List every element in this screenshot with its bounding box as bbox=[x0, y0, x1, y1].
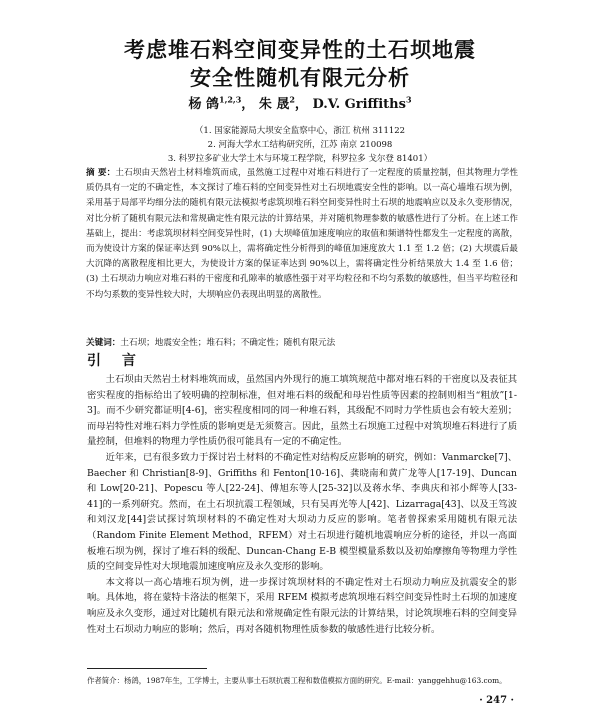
introduction-body bbox=[87, 372, 517, 637]
author-2-affiliation: 2 bbox=[289, 94, 295, 105]
abstract bbox=[86, 166, 518, 303]
abstract-label: 摘 要： bbox=[86, 168, 116, 178]
keywords-label: 关键词： bbox=[86, 338, 121, 348]
author-3-affiliation: 3 bbox=[405, 94, 412, 105]
body-paragraph-2: 近年来，已有很多致力于探讨岩土材料的不确定性对结构反应影响的研究，例如：Vanmarcke[7]、Baecher 和 Christian[8-9]、Griffiths 和 Fenton[10-16]、龚晓南和黄广龙等人[17-19]、Duncan 和 Low[20-21]、Popescu 等人[22-24]、傅旭东等人[25-32]以及蒋水华、李典庆和祁小辉等人[33-41]的一系列研究。然而，在土石坝抗震工程领域，只有吴再光等人[42]、Lizarraga[43]、以及王笃波和刘汉龙[44]尝试探讨筑坝材料的不确定性对大坝动力反应的影响。笔者曾探索采用随机有限元法（Random Finite Element Method，RFEM）对土石坝进行随机地震响应分析的途径，并以一高面板堆石坝为例，探讨了堆石料的级配、Duncan-Chang E-B 模型模量系数以及初始摩擦角等物理力学性质的空间变异性对大坝地震加速度响应及永久变形的影响。 bbox=[87, 451, 517, 573]
keywords bbox=[86, 336, 518, 348]
author-2: 朱 晟 bbox=[258, 97, 290, 112]
author-1-affiliation: 1,2,3 bbox=[219, 94, 242, 105]
affiliation-1: （1. 国家能源局大坝安全监察中心，浙江 杭州 311122 bbox=[194, 126, 406, 136]
footnote-rule bbox=[87, 668, 207, 669]
affiliation-3: 3. 科罗拉多矿业大学土木与环境工程学院，科罗拉多 戈尔登 81401） bbox=[167, 154, 433, 164]
page-number: · 247 · bbox=[479, 695, 514, 706]
section-heading-introduction: 引 言 bbox=[87, 353, 144, 369]
abstract-text: 土石坝由天然岩土材料堆筑而成，虽然施工过程中对堆石料进行了一定程度的质量控制，但其物理力学性质仍具有一定的不确定性，本文探讨了堆石料的空间变异性对土石坝地震安全性的影响。以一高心墙堆石坝为例，采用基于局部平均细分法的随机有限元法模拟考虑筑坝堆石料空间变异性时土石坝的地震响应以及永久变形情况，对比分析了随机有限元法和常规确定性有限元法的计算结果，并对随机物理参数的敏感性进行了分析。在上述工作基础上，提出：考虑筑坝材料空间变异性时，(1) 大坝峰值加速度响应的取值和频谱特性都发生一定程度的离散，而为使设计方案的保证率达到 90%以上，需将确定性分析得到的峰值加速度放大 1.1 至 1.2 倍；(2) 大坝震后最大沉降的离散程度相比更大，为使设计方案的保证率达到 90%以上，需将确定性分析结果放大 1.4 至 1.6 倍；(3) 土石坝动力响应对堆石料的干密度和孔隙率的敏感性强于对平均粒径和不均匀系数的敏感性，但当平均粒径和不均匀系数的变异性较大时，大坝响应仍表现出明显的离散性。 bbox=[86, 168, 518, 300]
paper-title-line-1: 考虑堆石料空间变异性的土石坝地震 bbox=[124, 38, 476, 62]
author-1: 杨 鸽 bbox=[188, 97, 219, 112]
author-3: D.V. Griffiths bbox=[312, 97, 406, 112]
body-paragraph-3: 本文将以一高心墙堆石坝为例，进一步探讨筑坝材料的不确定性对土石坝动力响应及抗震安全的影响。具体地，将在蒙特卡洛法的框架下，采用 RFEM 模拟考虑筑坝堆石料空间变异性时土石坝的加速度响应及永久变形，通过对比随机有限元法和常规确定性有限元法的计算结果，讨论筑坝堆石料的空间变异性对土石坝动力响应的影响；然后，再对各随机物理性质参数的敏感性进行比较分析。 bbox=[87, 576, 517, 635]
affiliation-2: 2. 河海大学水工结构研究所，江苏 南京 210098 bbox=[207, 140, 393, 150]
keywords-text: 土石坝；地震安全性；堆石料；不确定性；随机有限元法 bbox=[120, 338, 336, 348]
paper-title-line-2: 安全性随机有限元分析 bbox=[190, 66, 410, 90]
body-paragraph-1: 土石坝由天然岩土材料堆筑而成，虽然国内外现行的施工填筑规范中都对堆石料的干密度以及表征其密实程度的指标给出了较明确的控制标准，但对堆石料的级配和母岩性质等因素的控制则相当“粗放”[1-3]。而不少研究都证明[4-6]，密实程度相同的同一种堆石料，其级配不同时力学性质也会有较大差别；而母岩特性对堆石料力学性质的影响更是无须赘言。因此，虽然土石坝施工过程中对筑坝堆石料进行了质量控制，但堆料的物理力学性质仍很可能具有一定的不确定性。 bbox=[87, 374, 517, 448]
author-footnote: 作者简介：杨鸽，1987年生，工学博士，主要从事土石坝抗震工程和数值模拟方面的研究。E-mail：yanggehhu@163.com。 bbox=[87, 676, 507, 685]
author-list: 杨 鸽$^{1,2,3}$， 朱 晟$^2$， D.V. Griffiths$^3$ bbox=[188, 94, 412, 112]
